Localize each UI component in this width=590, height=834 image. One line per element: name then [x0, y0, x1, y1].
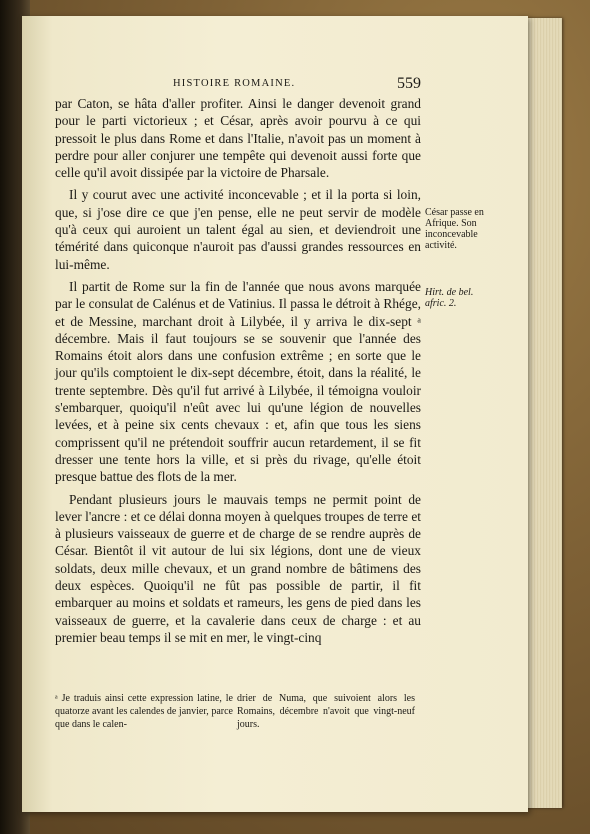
paragraph: par Caton, se hâta d'aller profiter. Ainsi le danger devenoit grand pour le parti victorieux ; et César, après avoir pourvu à ce qui pressoit le plus dans Rome et dans l'Italie, n'avoit pas un moment à perdre pour aller conjurer une tempête qui devenoit aussi forte que celle qu'il avoit dissipée par la victoire de Pharsale. — [55, 96, 421, 181]
page-number: 559 — [397, 75, 421, 92]
margin-note-citation: Hirt. de bel. afric. 2. — [425, 287, 474, 309]
margin-note: César passe en Afrique. Son inconcevable activité. — [425, 207, 484, 251]
paragraph: Il y courut avec une activité inconcevable ; et il la porta si loin, que, si j'ose dire ce que j'en pense, elle ne peut servir de modèle qu'à ceux qui auroient un talent égal au sien, et deviendroit une témérité dans quiconque n'auroit pas d'aussi grandes ressources en lui-même. — [55, 187, 421, 272]
running-title: HISTOIRE ROMAINE. — [173, 78, 296, 89]
body-text — [55, 95, 421, 646]
paragraph: Il partit de Rome sur la fin de l'année que nous avons marquée par le consulat de Calénus et de Vatinius. Il passa le détroit à Rhége, et de Messine, marchant droit à Lilybée, il y arriva le dix-sept ᵃ décembre. Mais il faut toujours se se souvenir que l'année des Romains étoit alors dans une confusion extrême ; en sorte que le jour qu'ils comptoient le dix-sept décembre, étoit, dans la réalité, le trente septembre. Dès qu'il fut arrivé à Lilybée, il témoigna vouloir s'embarquer, quoiqu'il n'eût avec lui qu'une légion de nouvelles levées, et à peine six cents chevaux : et, afin que tous les siens comprissent qu'il ne prétendoit souffrir aucun retardement, il se fit dresser une tente hors la ville, et si près du rivage, qu'elle étoit presque battue des flots de la mer. — [55, 278, 421, 485]
paragraph: Pendant plusieurs jours le mauvais temps ne permit point de lever l'ancre : et ce délai donna moyen à quelques troupes de terre et à plusieurs vaisseaux de guerre et de charge de se rendre auprès de César. Bientôt il vit autour de lui six légions, dont une de vieux soldats, deux mille chevaux, et un grand nombre de bâtimens des deux espèces. Quoiqu'il ne fût pas possible de partir, il fit embarquer au moins et soldats et rameurs, les gens de pied dans les vaisseaux de guerre, et la cavalerie dans ceux de charge : et au premier beau temps il se mit en mer, le vingt-cinq — [55, 491, 421, 645]
footnote-left: ᵃ Je traduis ainsi cette expression latine, le quatorze avant les calendes de janvier, parce que dans le calen- — [55, 693, 233, 730]
footnote-right: drier de Numa, que suivoient alors les Romains, décembre n'avoit que vingt-neuf jours. — [237, 693, 415, 730]
